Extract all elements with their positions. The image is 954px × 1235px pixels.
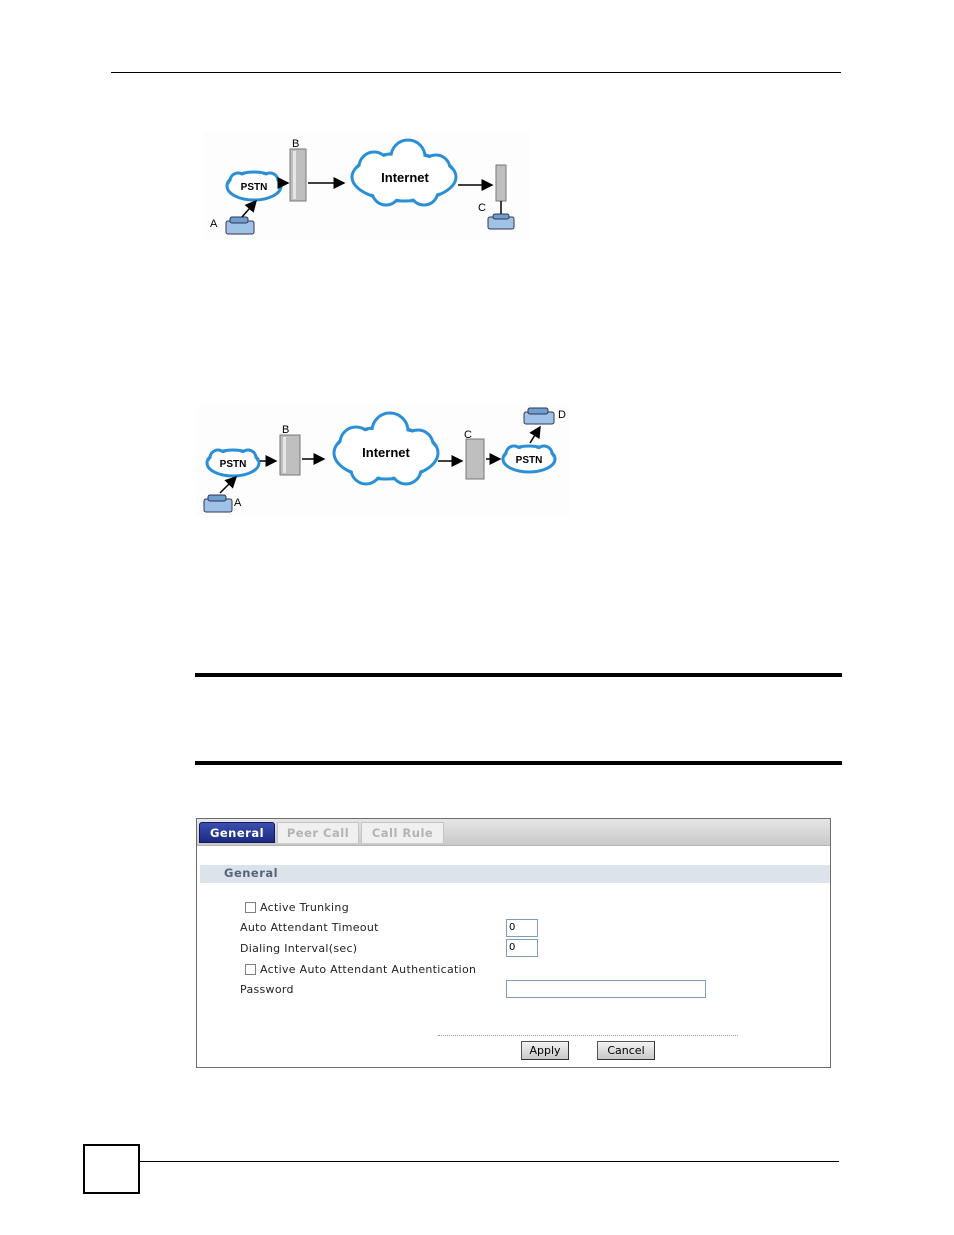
- password-label: Password: [240, 983, 294, 996]
- page-number-box: [83, 1144, 140, 1194]
- pstn-right-label: PSTN: [515, 455, 543, 466]
- label-c: C: [478, 202, 486, 214]
- tab-peer-call[interactable]: Peer Call: [277, 822, 359, 843]
- label-a: A: [234, 497, 242, 509]
- dialing-interval-input[interactable]: 0: [506, 939, 538, 957]
- figure-trunking-diagram: [204, 131, 530, 239]
- label-b: B: [282, 424, 290, 436]
- device-b-icon: [280, 435, 300, 475]
- pstn-left-label: PSTN: [219, 459, 247, 470]
- note-bottom-rule: [195, 761, 842, 765]
- general-settings-panel: [196, 818, 831, 1068]
- button-separator: [438, 1035, 738, 1036]
- password-input[interactable]: [506, 980, 706, 998]
- auto-attendant-timeout-label: Auto Attendant Timeout: [240, 921, 379, 934]
- header-rule: [111, 72, 841, 73]
- active-trunking-label: Active Trunking: [260, 901, 349, 914]
- apply-button[interactable]: Apply: [521, 1041, 569, 1060]
- figure-peer-call-diagram: [196, 405, 570, 517]
- note-top-rule: [195, 673, 842, 677]
- label-b: B: [292, 138, 300, 150]
- section-title: General: [224, 866, 279, 880]
- pstn-label: PSTN: [240, 182, 268, 193]
- device-b-icon: [290, 149, 306, 201]
- active-auth-checkbox[interactable]: [245, 964, 256, 975]
- device-c-icon: [466, 439, 484, 479]
- cancel-button[interactable]: Cancel: [597, 1041, 655, 1060]
- device-c-icon: [496, 165, 506, 201]
- dialing-interval-label: Dialing Interval(sec): [240, 942, 358, 955]
- active-trunking-checkbox[interactable]: [245, 902, 256, 913]
- internet-label: Internet: [362, 445, 410, 460]
- tab-call-rule[interactable]: Call Rule: [361, 822, 444, 843]
- footer-rule: [140, 1161, 839, 1162]
- label-d: D: [558, 409, 566, 421]
- internet-label: Internet: [381, 170, 429, 185]
- label-c: C: [464, 429, 472, 441]
- section-header-bar: [200, 865, 830, 883]
- tab-general[interactable]: General: [199, 822, 275, 843]
- auto-attendant-timeout-input[interactable]: 0: [506, 919, 538, 937]
- active-auth-label: Active Auto Attendant Authentication: [260, 963, 477, 976]
- label-a: A: [210, 218, 218, 230]
